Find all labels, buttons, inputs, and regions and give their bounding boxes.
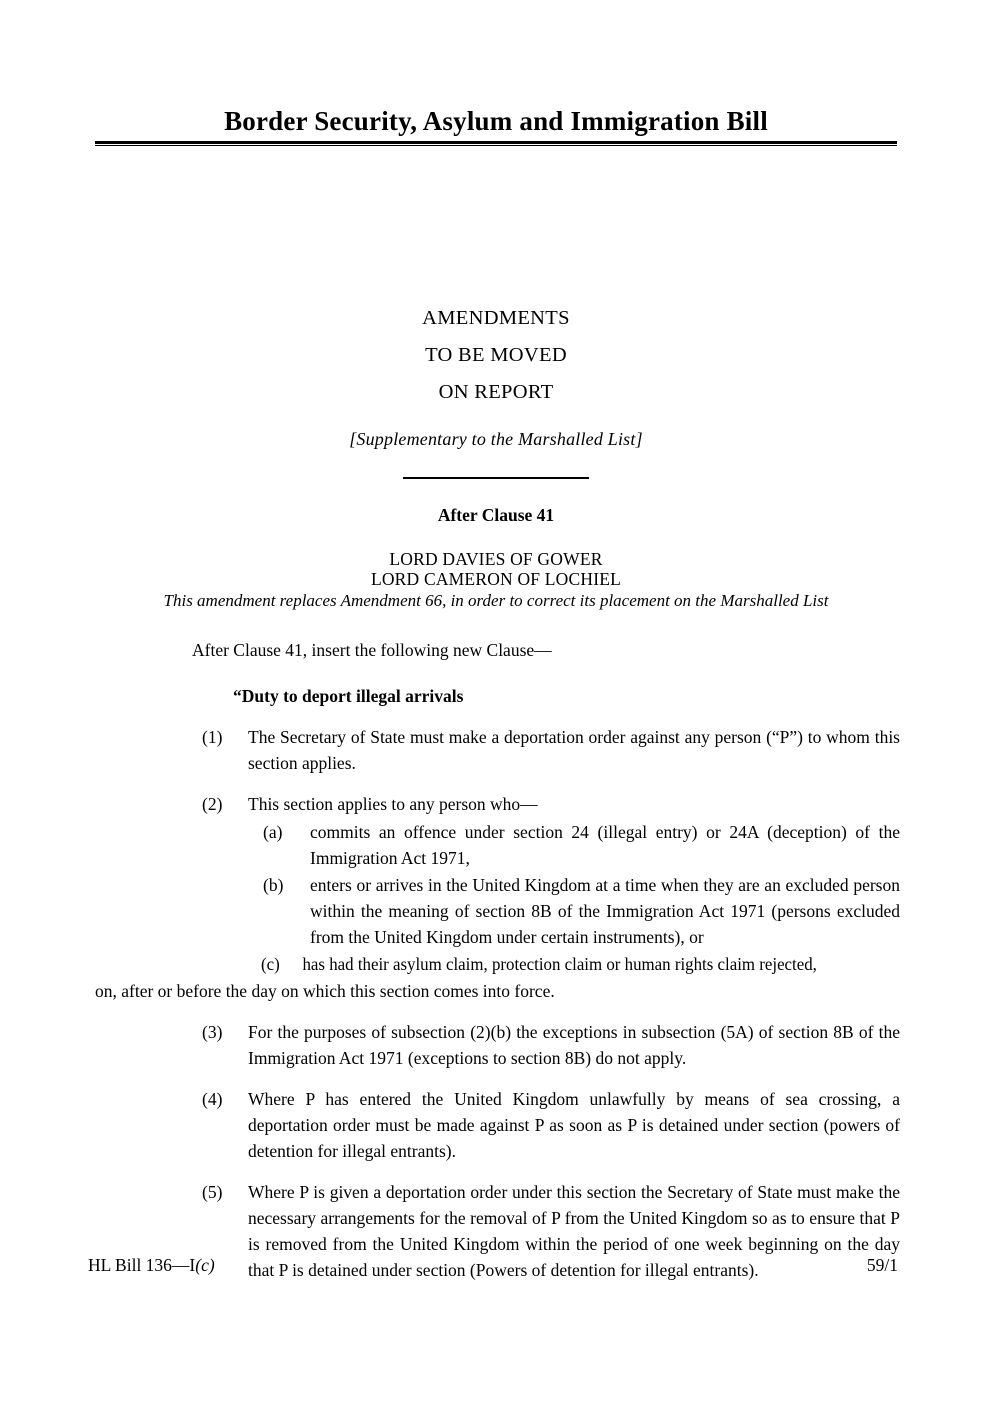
paragraph-a-letter: (a) — [263, 822, 283, 842]
subsection-5-number: (5) — [202, 1182, 223, 1202]
subsection-2-number: (2) — [202, 794, 223, 814]
subsection-1 — [95, 724, 900, 776]
subsection-2-text: This section applies to any person who— — [248, 794, 538, 814]
subsection-4-text: Where P has entered the United Kingdom unlawfully by means of sea crossing, a deportation order must be made against P as soon as P is detained under section (powers of detention for illegal entrants). — [248, 1089, 900, 1161]
subsection-1-text: The Secretary of State must make a deportation order against any person (“P”) to whom this section applies. — [248, 727, 900, 773]
page-title: Border Security, Asylum and Immigration Bill — [224, 106, 768, 136]
subsection-2 — [95, 791, 900, 817]
supplementary-note: [Supplementary to the Marshalled List] — [349, 429, 643, 449]
section-divider — [403, 477, 589, 479]
paragraph-b — [95, 872, 900, 950]
heading-line-amendments: AMENDMENTS — [422, 307, 570, 329]
amendment-body — [95, 637, 900, 1283]
heading-line-to-be-moved: TO BE MOVED — [425, 344, 567, 366]
paragraph-c-text: has had their asylum claim, protection claim or human rights claim rejected, — [302, 954, 817, 974]
paragraph-a — [95, 819, 900, 871]
subsection-1-number: (1) — [202, 727, 223, 747]
heading-line-on-report: ON REPORT — [438, 381, 554, 403]
paragraph-b-text: enters or arrives in the United Kingdom at a time when they are an excluded person within the meaning of section 8B of the Immigration Act 1971 (persons excluded from the United Kingdom under certain instruments), or — [310, 875, 900, 947]
title-divider-thick-line — [95, 141, 897, 144]
subsection-5-text: Where P is given a deportation order under this section the Secretary of State must make the necessary arrangements for the removal of P from the United Kingdom so as to ensure that P is removed from the United Kingdom within the period of one week beginning on the day that P is detained under section (Powers of detention for illegal entrants). — [248, 1182, 900, 1280]
paragraph-c-letter: (c) — [260, 954, 280, 974]
clause-reference: After Clause 41 — [437, 505, 555, 525]
page-footer — [88, 1255, 898, 1276]
amendments-heading-block — [95, 300, 897, 479]
member-name-2: LORD CAMERON OF LOCHIEL — [370, 569, 622, 589]
paragraph-c — [95, 951, 872, 977]
title-divider — [95, 141, 897, 147]
subsection-4-number: (4) — [202, 1089, 223, 1109]
bill-number-suffix: (c) — [195, 1255, 215, 1275]
member-name-1: LORD DAVIES OF GOWER — [389, 549, 603, 569]
paragraph-b-letter: (b) — [263, 875, 284, 895]
replacement-note: This amendment replaces Amendment 66, in order to correct its placement on the Marshalled List — [163, 591, 829, 610]
subsection-3 — [95, 1019, 900, 1071]
member-names — [95, 549, 897, 589]
subsection-3-number: (3) — [202, 1022, 223, 1042]
bill-number-prefix: HL Bill 136—I — [88, 1255, 196, 1275]
new-clause-heading: “Duty to deport illegal arrivals — [233, 686, 464, 706]
title-divider-thin-line — [95, 145, 897, 146]
subsection-3-text: For the purposes of subsection (2)(b) the exceptions in subsection (5A) of section 8B of the Immigration Act 1971 (exceptions to section 8B) do not apply. — [248, 1022, 900, 1068]
subsection-2-closing-text: on, after or before the day on which this section comes into force. — [95, 981, 555, 1001]
bill-number — [88, 1255, 215, 1276]
page-number: 59/1 — [866, 1255, 898, 1275]
subsection-2-paragraph-list — [95, 819, 900, 977]
subsection-4 — [95, 1086, 900, 1164]
lead-in-text: After Clause 41, insert the following new Clause— — [192, 640, 552, 660]
paragraph-a-text: commits an offence under section 24 (illegal entry) or 24A (deception) of the Immigration Act 1971, — [310, 822, 900, 868]
subsection-2-closing — [95, 978, 900, 1004]
